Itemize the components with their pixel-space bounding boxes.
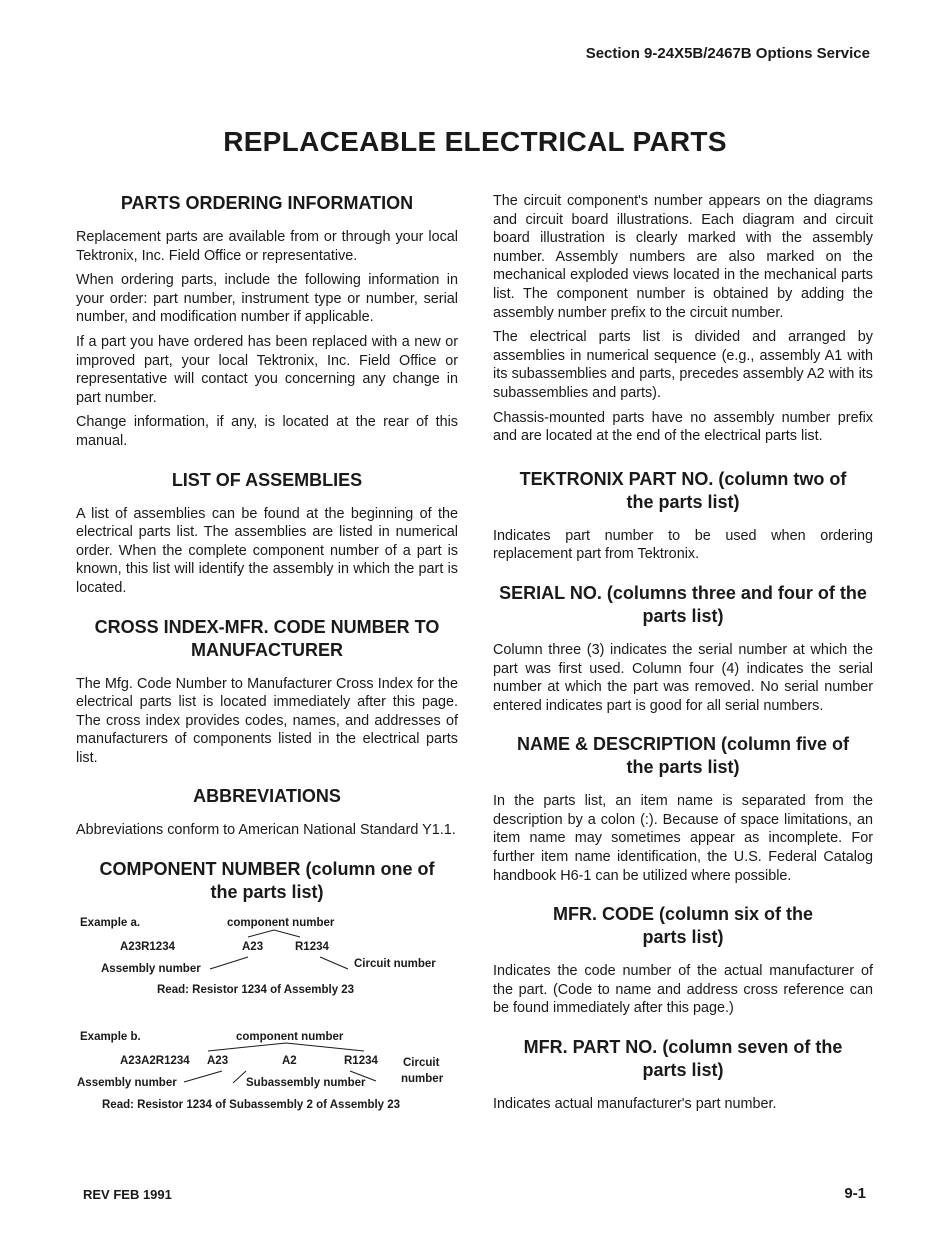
component-number-heading: COMPONENT NUMBER (column one of the parts list) [99,859,435,903]
tektronix-part-p1: Indicates part number to be used when ordering replacement part from Tektronix. [493,527,873,563]
intro-p1: The circuit component's number appears on the diagrams and circuit board illustrations. Each diagram and circuit board illustration is clearly marked with the assembly number. Assembly numbers are also marked on the mechanical exploded views located in the mechanical parts list. The component number is obtained by adding the assembly number prefix to the circuit number. [493,193,873,321]
example-b-subassembly-part: A2 [282,1055,297,1068]
revision-date: REV FEB 1991 [83,1187,172,1202]
section-header: Section 9-24X5B/2467B Options Service [585,45,870,62]
example-b-label: Example b. [80,1031,141,1044]
mfr-code-p1: Indicates the code number of the actual manufacturer of the part. (Code to name and address cross reference can be found immediately after this page.) [493,963,873,1017]
name-description-heading: NAME & DESCRIPTION (column five of the parts list) [516,734,849,778]
intro-p2: The electrical parts list is divided and arranged by assemblies in numerical sequence (e.g., assembly A1 with its subassemblies and parts, precedes assembly A2 with its subassemblies and parts). [493,329,873,401]
example-a-diagram [76,917,458,1013]
example-b-full-number: A23A2R1234 [120,1055,190,1068]
list-of-assemblies-p1: A list of assemblies can be found at the beginning of the electrical parts list. The assemblies are listed in numerical order. When the complete component number of a part is known, this list will identify the assembly in which the part is located. [76,505,458,596]
parts-ordering-heading: PARTS ORDERING INFORMATION [120,193,414,213]
list-of-assemblies-section [76,469,458,598]
example-a-label: Example a. [80,917,141,930]
example-b-circuit-label-1: Circuit [403,1057,440,1070]
name-description-section [493,733,873,885]
mfr-part-p1: Indicates actual manufacturer's part number. [493,1096,777,1113]
serial-no-p1: Column three (3) indicates the serial number at which the part was first used. Column four (4) indicates the serial number at which the part was removed. No serial number entered indicates part is good for all serial numbers. [493,641,873,714]
page-title: REPLACEABLE ELECTRICAL PARTS [223,126,727,157]
name-description-p1: In the parts list, an item name is separated from the description by a colon (:). Because of space limitations, an item name may sometimes appear as incomplete. For further item name identification, the U.S. Federal Catalog handbook H6-1 can be utilized where possible. [493,793,873,884]
example-b-circuit-label-2: number [401,1073,444,1086]
mfr-part-heading: MFR. PART NO. (column seven of the parts list) [523,1037,843,1081]
example-b-assembly-part: A23 [207,1055,229,1068]
abbreviations-section [76,785,458,840]
right-column [493,192,873,1120]
example-a-read: Read: Resistor 1234 of Assembly 23 [157,984,355,997]
mfr-code-heading: MFR. CODE (column six of the parts list) [553,904,814,948]
example-b-subassembly-label: Subassembly number [246,1077,366,1090]
component-number-section [76,858,458,1131]
example-b-assembly-label: Assembly number [77,1077,177,1090]
list-of-assemblies-heading: LIST OF ASSEMBLIES [171,469,363,490]
serial-no-section [493,582,873,715]
example-b-read: Read: Resistor 1234 of Subassembly 2 of Assembly 23 [102,1099,401,1112]
example-a-full-number: A23R1234 [120,941,175,954]
example-b-diagram [76,1031,458,1131]
left-column [76,192,458,1131]
parts-ordering-p2: When ordering parts, include the following information in your order: part number, instrument type or number, serial number, and modification number if applicable. [76,272,458,326]
example-a-component-label: component number [227,917,335,930]
example-b-component-label: component number [236,1031,344,1044]
example-a-assembly-part: A23 [242,941,264,954]
cross-index-section [76,616,458,768]
parts-ordering-p4: Change information, if any, is located at the rear of this manual. [76,414,458,449]
parts-ordering-section [76,192,458,451]
abbreviations-heading: ABBREVIATIONS [193,786,341,807]
example-a-assembly-label: Assembly number [101,963,201,976]
mfr-part-section [493,1036,873,1114]
cross-index-p1: The Mfg. Code Number to Manufacturer Cross Index for the electrical parts list is located immediately after this page. The cross index provides codes, names, and addresses of manufacturers of components listed in the electrical parts list. [76,675,458,766]
parts-ordering-p1: Replacement parts are available from or through your local Tektronix, Inc. Field Office or representative. [76,229,458,264]
example-b-circuit-part: R1234 [344,1055,378,1068]
tektronix-part-heading: TEKTRONIX PART NO. (column two of the parts list) [519,468,847,512]
page-number: 9-1 [844,1185,866,1202]
intro-p3: Chassis-mounted parts have no assembly number prefix and are located at the end of the electrical parts list. [493,409,873,445]
parts-ordering-p3: If a part you have ordered has been replaced with a new or improved part, your local Tektronix, Inc. Field Office or representative will contact you concerning any change in part number. [76,333,458,406]
mfr-code-section [493,903,873,1018]
tektronix-part-section [493,468,873,564]
abbreviations-p1: Abbreviations conform to American National Standard Y1.1. [76,822,456,839]
example-a-circuit-part: R1234 [295,941,329,954]
serial-no-heading: SERIAL NO. (columns three and four of the parts list) [499,582,867,626]
example-a-circuit-label: Circuit number [354,958,436,971]
intro-section [493,192,873,446]
cross-index-heading: CROSS INDEX-MFR. CODE NUMBER TO MANUFACTURER [94,616,440,660]
